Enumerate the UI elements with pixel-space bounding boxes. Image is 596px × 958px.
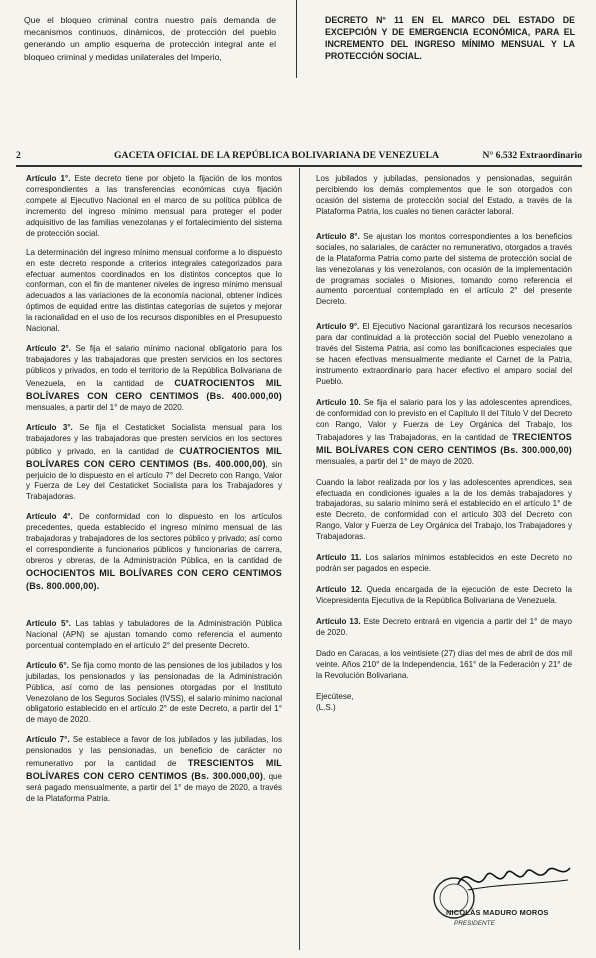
- article-text-tail: , sin perjuicio de lo dispuesto en el artículo 7° del Decreto con Rango, Valor y Fuerza de Ley del Cestaticket Socialista para los Trabajadores y Trabajadoras.: [26, 459, 283, 502]
- header-rule: [16, 165, 582, 167]
- article-text: El Ejecutivo Nacional garantizará los recursos necesarios para dar continuidad a la protección social del Pueblo venezolano a través del Sistema Patria, así como las bonificaciones especiales que se hacen efectivas mensualmente mediante el Carnet de la Patria, instrumento extraordinario para hacer efectivo el amparo social del Pueblo.: [316, 322, 572, 386]
- article-text: Las tablas y tabuladores de la Administración Pública Nacional (APN) se ajustan tomando como referencia el aumento porcentual contemplado en el artículo 2° del presente Decreto.: [26, 618, 283, 650]
- gazette-title: GACETA OFICIAL DE LA REPÚBLICA BOLIVARIANA DE VENEZUELA: [114, 150, 440, 161]
- article-label: Artículo 13.: [316, 616, 361, 626]
- article-text: Se fija el Cestaticket Socialista mensual para los trabajadores y las trabajadoras que presten servicios en los sectores público y privado, en la cantidad de: [26, 422, 282, 456]
- article-11: [316, 553, 572, 575]
- article-1-paragraph-2: [26, 248, 282, 336]
- seal-ls: [316, 703, 572, 714]
- article-label: Artículo 11.: [316, 553, 362, 563]
- closing-text: (L.S.): [316, 702, 336, 712]
- article-2: [26, 344, 282, 414]
- article-label: Artículo 9°.: [316, 322, 360, 332]
- article-7-paragraph-2: [316, 174, 572, 218]
- article-7: [26, 735, 282, 805]
- amount-text: CUATROCIENTOS MIL BOLÍVARES CON CERO CENTIMOS (Bs. 400.000,00): [26, 377, 282, 401]
- preamble-considerando: Que el bloqueo criminal contra nuestro país demanda de mecanismos continuos, dinámicos, de protección del pueblo generando un amplio esquema de protección integral ante el bloqueo criminal y medidas unilaterales del Imperio,: [24, 15, 276, 62]
- article-1: [26, 174, 282, 240]
- signatory-role: PRESIDENTE: [454, 920, 495, 927]
- article-text: La determinación del ingreso mínimo mensual conforme a lo dispuesto en este decreto responde a criterios integrales categorizados para efectuar aumentos coordinados en los distintos conceptos que lo conforman, con el fin de mantener niveles de ingreso mínimo mensual adecuados a las variaciones de la economía nacional, obtener índices óptimos de equidad entre las distintas categorías de sujetos y mejorar la racionalidad en el uso de los recursos disponibles en el Presupuesto Nacional.: [26, 247, 282, 334]
- top-column-divider: [296, 0, 297, 78]
- closing-text: Ejecútese,: [316, 691, 354, 701]
- article-text-tail: mensuales, a partir del 1° de mayo de 2020.: [316, 456, 474, 466]
- article-text: Cuando la labor realizada por los y las adolescentes aprendices, sea efectuada en condiciones iguales a la de los demás trabajadores y trabajadoras, su salario mínimo será el establecido en el artículo 1° de este Decreto, de conformidad con el artículo 303 del Decreto con Rango, Valor y Fuerza de Ley Orgánica del Trabajo, los Trabajadores y Trabajadoras.: [316, 477, 572, 542]
- amount-text: TRECIENTOS MIL BOLÍVARES CON CERO CENTIMOS (Bs. 300.000,00): [316, 431, 572, 455]
- ejecutese: [316, 692, 572, 703]
- left-column: [26, 174, 282, 805]
- article-label: Artículo 4°.: [26, 512, 73, 522]
- amount-text: OCHOCIENTOS MIL BOLÍVARES CON CERO CENTIMOS (Bs. 800.000,00).: [26, 568, 282, 591]
- article-text: Los jubilados y jubiladas, pensionados y pensionadas, seguirán percibiendo los demás complementos que le son otorgados con ocasión del sistema de protección social del Estado, a través de la Plataforma Patria, los cuales no tienen carácter laboral.: [316, 174, 572, 216]
- article-label: Artículo 12.: [316, 585, 363, 595]
- amount-text: TRESCIENTOS MIL BOLÍVARES CON CERO CENTIMOS (Bs. 300.000,00): [26, 758, 282, 782]
- article-text: De conformidad con lo dispuesto en los artículos precedentes, queda establecido el ingreso mínimo mensual de las trabajadoras y trabajadores de los sectores público y privado; así como el correspondiente a funcionarios públicos y funcionarias de carrera, obreros y obreras, de la Administración Pública, en la cantidad de: [26, 512, 282, 566]
- closing-text: Dado en Caracas, a los veintisiete (27) días del mes de abril de dos mil veinte. Años 210° de la Independencia, 161° de la Federación y 21° de la Revolución Bolivariana.: [316, 648, 572, 680]
- gazette-issue-number: N° 6.532 Extraordinario: [482, 150, 582, 161]
- article-label: Artículo 2°.: [26, 344, 71, 354]
- article-label: Artículo 10.: [316, 397, 361, 407]
- article-text: Este Decreto entrará en vigencia a partir del 1° de mayo de 2020.: [316, 616, 572, 637]
- article-10: [316, 398, 572, 468]
- article-label: Artículo 8°.: [316, 231, 360, 241]
- article-label: Artículo 7°.: [26, 735, 70, 745]
- article-4: [26, 512, 282, 593]
- article-text: Se fija el salario mínimo nacional obligatorio para los trabajadores y las trabajadoras que presten servicios en los sectores públicos y privados, en todo el territorio de la República Bolivariana de Venezuela, en la cantidad de: [26, 344, 282, 388]
- decree-title: DECRETO N° 11 EN EL MARCO DEL ESTADO DE EXCEPCIÓN Y DE EMERGENCIA ECONÓMICA, PARA EL INCREMENTO DEL INGRESO MÍNIMO MENSUAL Y LA PROTECCIÓN SOCIAL.: [325, 15, 575, 62]
- article-9: [316, 322, 572, 388]
- dado-en-caracas: [316, 649, 572, 682]
- article-text: Este decreto tiene por objeto la fijación de los montos correspondientes a las transferencias económicas cuya fijación compete al Ejecutivo Nacional en el marco de su política pública de incremento del ingreso mínimo mensual para proteger el poder adquisitivo de las familias venezolanas y el fortalecimiento del sistema de protección social.: [26, 174, 282, 238]
- article-label: Artículo 3°.: [26, 422, 73, 432]
- article-label: Artículo 6°.: [26, 660, 69, 670]
- article-text: Queda encargada de la ejecución de este Decreto la Vicepresidenta Ejecutiva de la República Bolivariana de Venezuela.: [316, 585, 572, 605]
- right-column: [316, 174, 572, 714]
- page-number: 2: [16, 150, 21, 161]
- article-3: [26, 423, 282, 504]
- article-13: [316, 617, 572, 639]
- article-10-paragraph-2: [316, 478, 572, 544]
- article-6: [26, 661, 282, 727]
- article-5: [26, 619, 282, 652]
- presidential-signature: [428, 854, 578, 938]
- article-label: Artículo 1°.: [26, 174, 71, 183]
- gazette-header: [16, 150, 582, 164]
- article-8: [316, 232, 572, 309]
- amount-text: CUATROCIENTOS MIL BOLÍVARES CON CERO CENTIMOS (Bs. 400.000,00): [26, 445, 282, 469]
- article-label: Artículo 5°.: [26, 618, 71, 628]
- article-12: [316, 585, 572, 607]
- article-text: Se establece a favor de los jubilados y las jubiladas, los pensionados y las pensionadas, un beneficio de carácter no remunerativo por la cantidad de: [26, 735, 282, 769]
- column-divider: [299, 168, 300, 950]
- article-text-tail: , que será pagado mensualmente, a partir del 1° de mayo de 2020, a través de la Plataforma Patria.: [26, 772, 282, 803]
- article-text: Se fija como monto de las pensiones de los jubilados y los jubiladas, los pensionados y las pensionadas de la Administración Pública, así como de las pensiones otorgadas por el Instituto Venezolano de los Seguros Sociales (IVSS), el salario mínimo nacional obligatorio establecido en el artículo 2° de este Decreto, a partir del 1° de mayo de 2020.: [26, 660, 282, 725]
- article-text: Los salarios mínimos establecidos en este Decreto no podrán ser pagados en especie.: [316, 553, 572, 574]
- article-text: Se fija el salario para los y las adolescentes aprendices, de conformidad con lo previsto en el Capítulo II del Título V del Decreto con Rango, Valor y Fuerza de Ley Orgánica del Trabajo, los Trabajadores y las Trabajadoras, en la cantidad de: [316, 397, 572, 442]
- article-text-tail: mensuales, a partir del 1° de mayo de 2020.: [26, 402, 184, 412]
- signatory-name: NICOLÁS MADURO MOROS: [446, 908, 549, 917]
- article-text: Se ajustan los montos correspondientes a los beneficios sociales, no salariales, de carácter no remunerativo, otorgados a través de la Plataforma Patria como parte del sistema de protección social de las venezolanas y los venezolanos, con ocasión de la implementación de programas sociales o Misiones, tomando como referencia el aumento porcentual contemplado en el artículo 2° del presente Decreto.: [316, 231, 572, 307]
